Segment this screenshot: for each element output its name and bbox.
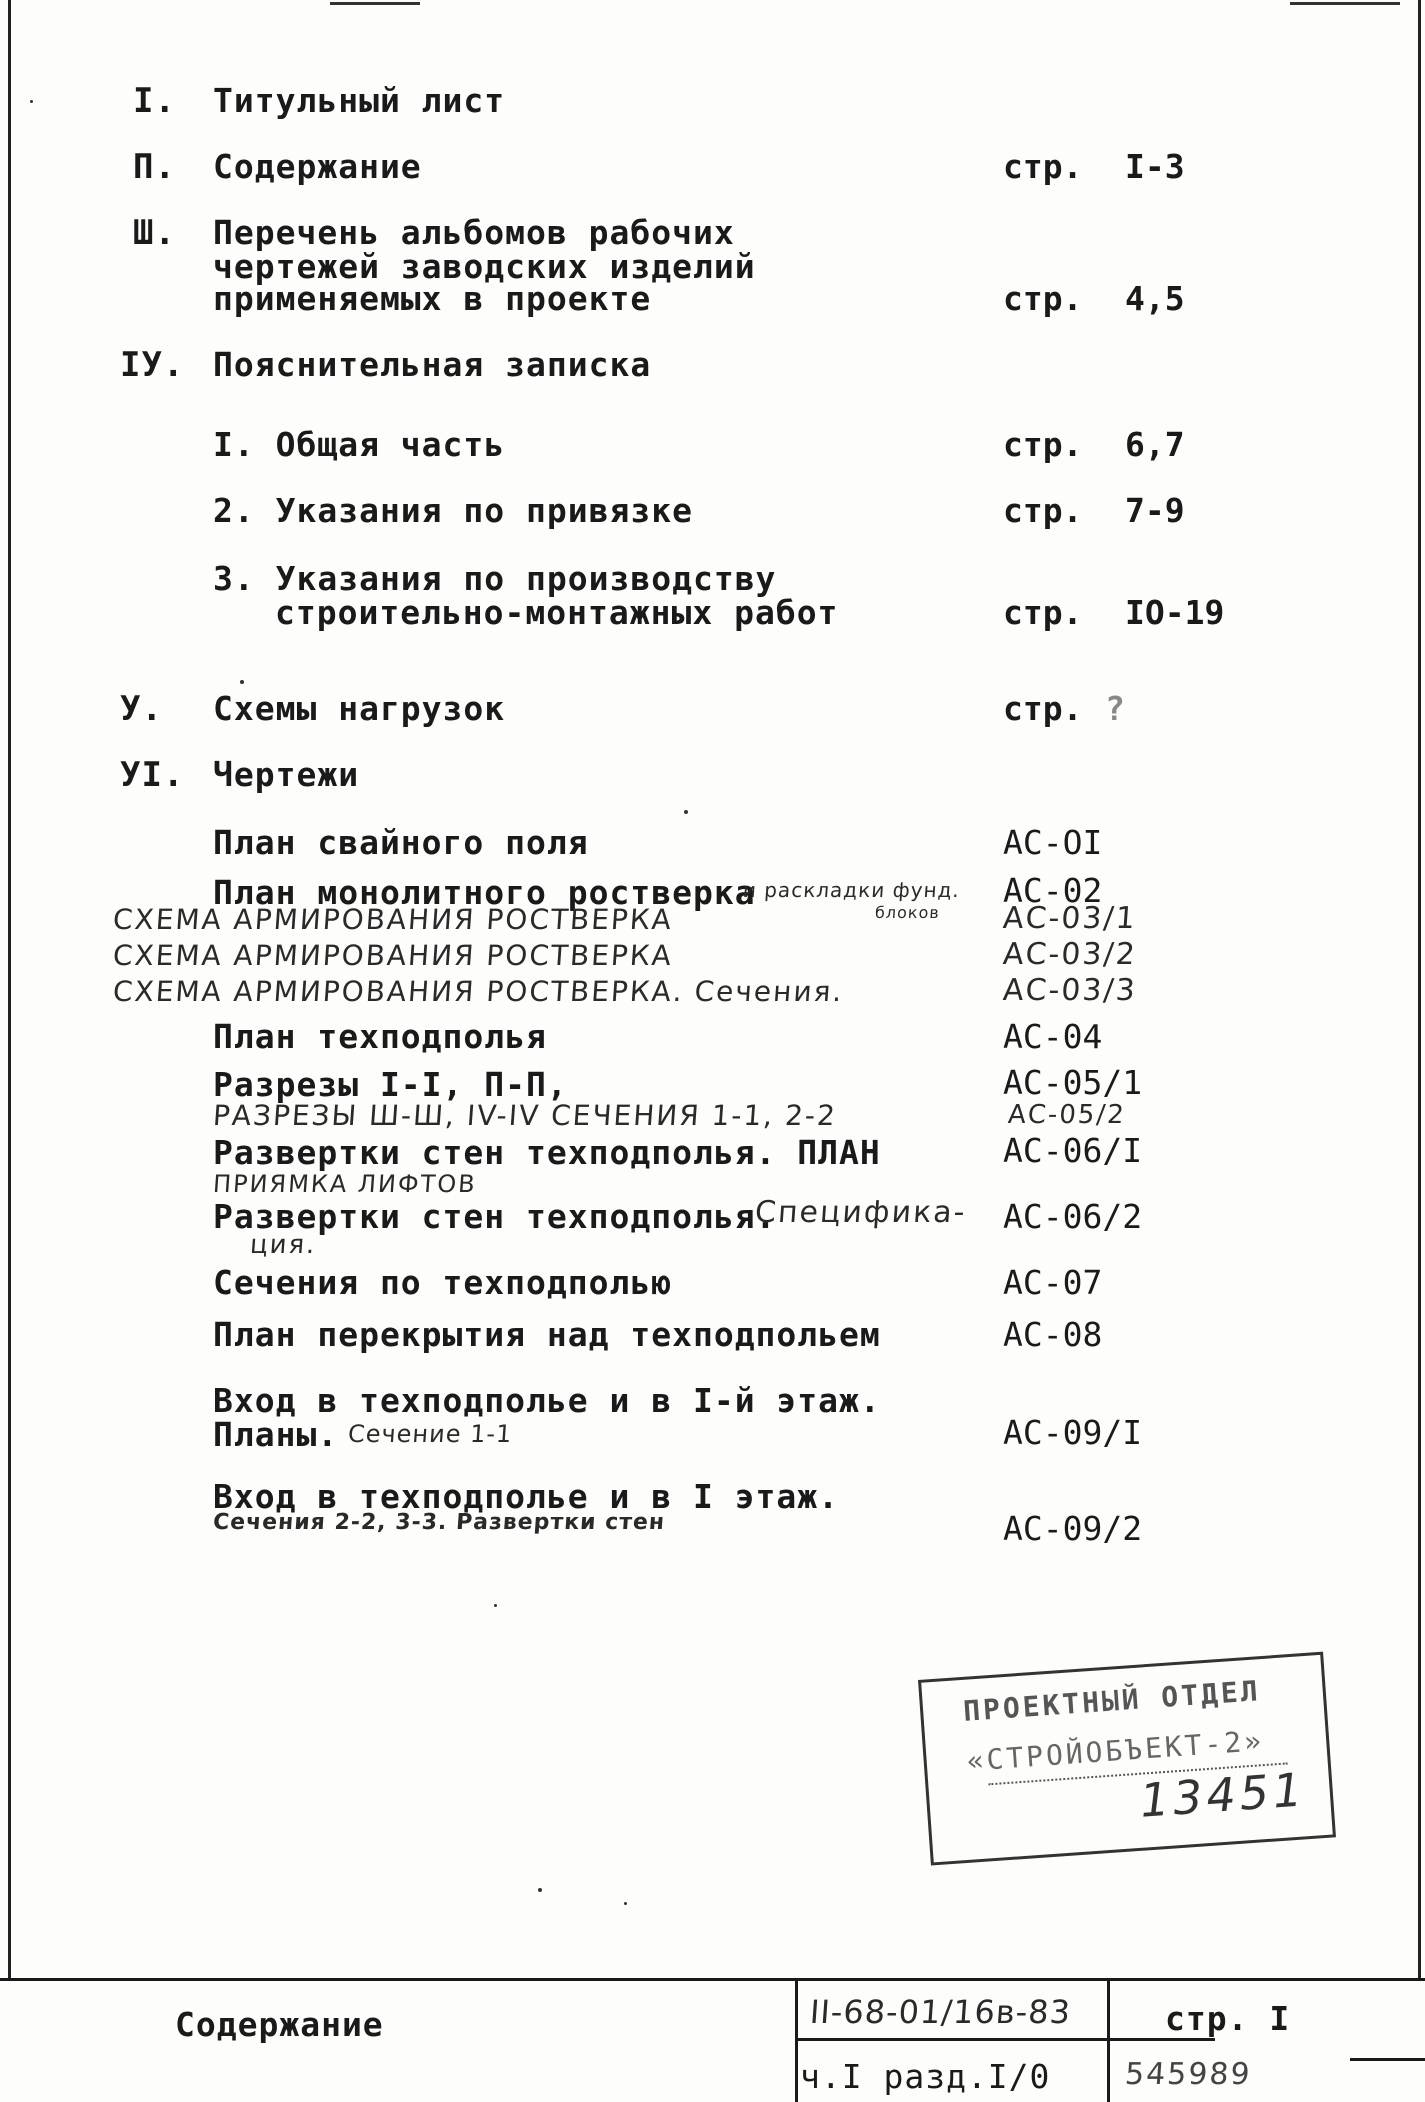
drawing-title-handwritten: Сечение 1-1 [347,1420,514,1448]
frame-right-border [1418,0,1421,1980]
title-block-inner-line [1350,2058,1425,2061]
title-block-name: Содержание [175,2005,384,2044]
drawing-code: АС-03/1 [1001,901,1138,936]
toc-section-title: Схемы нагрузок [213,689,506,728]
toc-section-title-line: применяемых в проекте [213,279,652,318]
page-ref: IO-19 [1125,593,1225,632]
drawing-title: Вход в техподполье и в I этаж. [213,1477,840,1516]
page-ref: I-3 [1125,147,1185,186]
drawing-code: АС-03/2 [1001,937,1138,972]
ink-speck [30,100,33,103]
toc-section-title-line: Перечень альбомов рабочих [213,213,735,252]
drawing-title: Развертки стен техподполья. [213,1197,777,1236]
drawing-code: АС-03/3 [1001,973,1138,1008]
title-block-top-border [0,1978,1425,1981]
drawing-title-handwritten: СХЕМА АРМИРОВАНИЯ РОСТВЕРКА. Сечения. [111,975,845,1008]
toc-section-title: Титульный лист [213,81,506,120]
drawing-code: АС-09/I [1003,1413,1143,1452]
drawing-code: АС-09/2 [1003,1509,1143,1548]
ink-speck [684,810,688,814]
drawing-code: АС-OI [1003,823,1103,862]
stamp-line: «СТРОЙОБЪЕКТ-2» [965,1724,1266,1778]
drawing-title: Планы. [213,1415,339,1454]
drawing-title: Вход в техподполье и в I-й этаж. [213,1381,881,1420]
title-block-part: ч.I разд.I/0 [800,2057,1051,2096]
title-block-designation: II-68-01/16в-83 [808,1993,1073,2031]
drawing-code: АС-06/I [1003,1131,1143,1170]
toc-section-number: IУ. [120,345,185,385]
drawing-code: АС-05/1 [1003,1063,1143,1102]
page-label: стр. [1003,279,1083,318]
drawing-code: АС-04 [1003,1017,1103,1056]
toc-subsection-title: 2. Указания по привязке [213,491,693,530]
title-block-inventory: 545989 [1123,2057,1253,2092]
toc-section-title-line: чертежей заводских изделий [213,247,756,286]
page-label: стр. [1003,689,1083,728]
frame-top-mark [330,2,420,5]
ink-speck [624,1902,627,1905]
toc-subsection-title-line: строительно-монтажных работ [275,593,839,632]
toc-section-title: Содержание [213,147,422,186]
stamp-number: 13451 [1138,1762,1308,1828]
title-block [0,1978,1425,2102]
toc-section-title: Пояснительная записка [213,345,652,384]
title-block-inner-line [795,2038,1215,2041]
drawing-code: АС-06/2 [1003,1197,1143,1236]
drawing-title: Сечения по техподполью [213,1263,673,1302]
page-ref: 7-9 [1125,491,1185,530]
page-label: стр. [1003,147,1083,186]
drawing-title-handwritten: СХЕМА АРМИРОВАНИЯ РОСТВЕРКА [111,939,675,972]
toc-section-number: П. [133,147,176,187]
drawing-title: План техподполья [213,1017,547,1056]
drawing-title-handwritten: блоков [874,903,941,922]
drawing-title-handwritten: Специфика- [753,1195,968,1230]
frame-left-border [8,0,11,1980]
toc-subsection-title-line: 3. Указания по производству [213,559,777,598]
page-label: стр. [1003,593,1083,632]
page-ref: 6,7 [1125,425,1185,464]
drawing-title-handwritten: СХЕМА АРМИРОВАНИЯ РОСТВЕРКА [111,903,675,936]
toc-section-number: У. [120,689,163,729]
drawing-code: АС-07 [1003,1263,1103,1302]
toc-section-title: Чертежи [213,755,360,794]
toc-subsection-title: I. Общая часть [213,425,506,464]
page-label: стр. [1003,425,1083,464]
drawing-title: Развертки стен техподполья. ПЛАН [213,1133,881,1172]
toc-section-number: Ш. [133,213,176,253]
organization-stamp [918,1652,1336,1866]
page-ref: 4,5 [1125,279,1185,318]
drawing-title-handwritten: ция. [248,1230,318,1260]
drawing-title-handwritten: и раскладки фунд. [742,878,961,902]
ink-speck [494,1604,497,1607]
toc-section-number: УI. [120,755,185,795]
toc-section-number: I. [133,81,176,121]
page-label: стр. [1003,491,1083,530]
drawing-title-handwritten: ПРИЯМКА ЛИФТОВ [212,1170,478,1198]
drawing-title: План перекрытия над техподпольем [213,1315,881,1354]
page-ref: ? [1105,689,1125,728]
drawing-code: АС-02 [1003,871,1103,910]
drawing-title: План монолитного ростверка [213,873,756,912]
drawing-title-handwritten: РАЗРЕЗЫ Ш-Ш, IV-IV СЕЧЕНИЯ 1-1, 2-2 [211,1099,839,1132]
ink-speck [240,680,244,684]
drawing-code: АС-08 [1003,1315,1103,1354]
frame-top-mark [1290,2,1400,5]
drawing-title-handwritten: Сечения 2-2, 3-3. Развертки стен [212,1510,666,1535]
drawing-title: План свайного поля [213,823,589,862]
stamp-line: ПРОЕКТНЫЙ ОТДЕЛ [962,1674,1262,1728]
drawing-code: АС-05/2 [1006,1100,1127,1130]
title-block-page: стр. I [1165,1999,1291,2038]
drawing-title: Разрезы I-I, П-П, [213,1065,568,1104]
ink-speck [538,1888,542,1892]
